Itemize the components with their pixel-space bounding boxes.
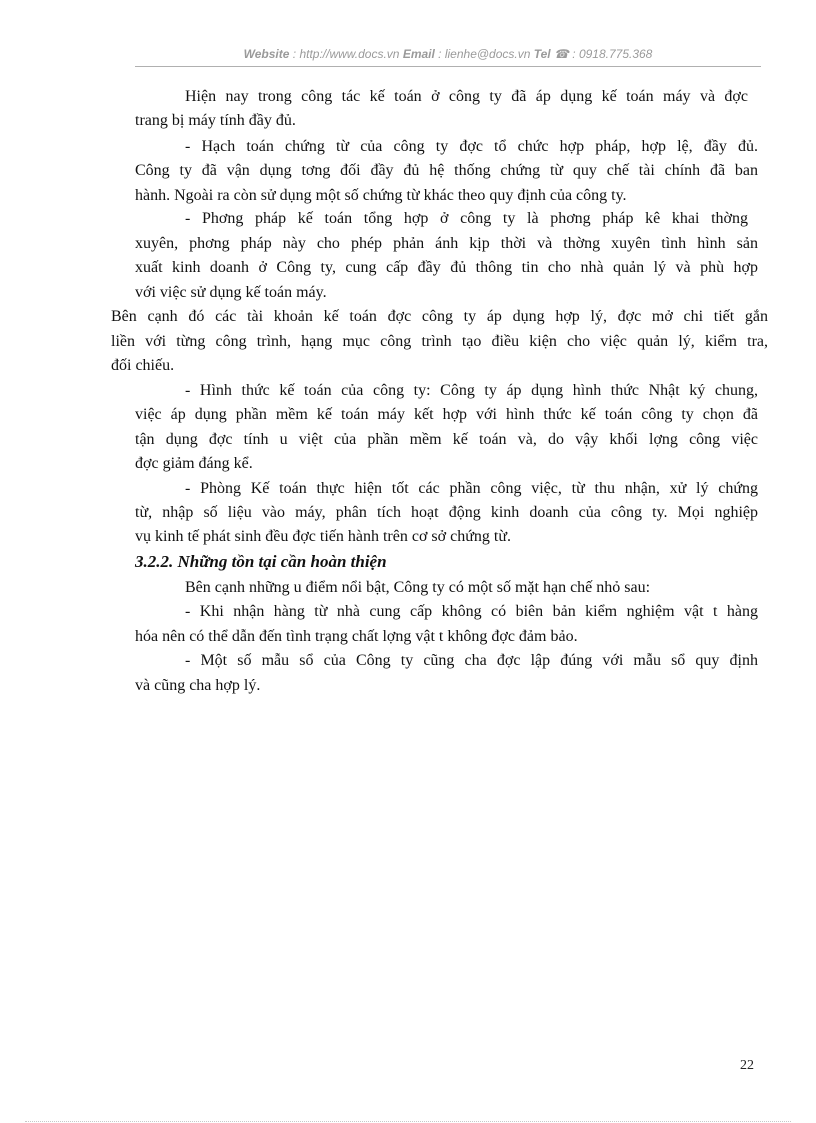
paragraph-line: xuyên, phơng pháp này cho phép phản ánh kịp thời và thờng xuyên tình hình sản (135, 235, 758, 252)
paragraph-line: - Hình thức kế toán của công ty: Công ty áp dụng hình thức Nhật ký chung, (185, 382, 758, 399)
paragraph-line: vụ kinh tế phát sinh đều đợc tiến hành trên cơ sở chứng từ. (135, 528, 511, 545)
tel-value: ☎ : 0918.775.368 (550, 47, 653, 61)
page-number: 22 (740, 1058, 754, 1073)
header-divider (135, 66, 761, 67)
footer-divider (25, 1121, 791, 1122)
paragraph-line: - Khi nhận hàng từ nhà cung cấp không có biên bản kiểm nghiệm vật t hàng (185, 603, 758, 620)
paragraph-line: trang bị máy tính đầy đủ. (135, 112, 296, 129)
paragraph-line: việc áp dụng phần mềm kế toán máy kết hợp với hình thức kế toán công ty chọn đã (135, 406, 758, 423)
paragraph-line: và cũng cha hợp lý. (135, 677, 261, 694)
website-label: Website (243, 47, 290, 61)
section-heading: 3.2.2. Những tồn tại cần hoàn thiện (135, 552, 387, 571)
paragraph-line: Công ty đã vận dụng tơng đối đầy đủ hệ thống chứng từ quy chế tài chính đã ban (135, 162, 758, 179)
page-header (135, 47, 761, 61)
paragraph-line: - Hạch toán chứng từ của công ty đợc tổ chức hợp pháp, hợp lệ, đầy đủ. (185, 138, 758, 155)
paragraph-line: hành. Ngoài ra còn sử dụng một số chứng từ khác theo quy định của công ty. (135, 187, 627, 204)
paragraph-line: với việc sử dụng kế toán máy. (135, 284, 327, 301)
paragraph-line: từ, nhập số liệu vào máy, phân tích hoạt động kinh doanh của công ty. Mọi nghiệp (135, 504, 758, 521)
paragraph-line: - Một số mẫu sổ của Công ty cũng cha đợc lập đúng với mẫu sổ quy định (185, 652, 758, 669)
email-value: : lienhe@docs.vn (434, 47, 534, 61)
paragraph-line: xuất kinh doanh ở Công ty, cung cấp đầy đủ thông tin cho nhà quản lý và phù hợp (135, 259, 758, 276)
email-label: Email (402, 47, 435, 61)
paragraph-line: đợc giảm đáng kể. (135, 455, 253, 472)
website-value: : http://www.docs.vn (289, 47, 403, 61)
paragraph-line: Bên cạnh đó các tài khoản kế toán đợc công ty áp dụng hợp lý, đợc mở chi tiết gắn (111, 308, 768, 325)
paragraph-line: Hiện nay trong công tác kế toán ở công ty đã áp dụng kế toán máy và đợc (185, 88, 748, 105)
paragraph-line: đối chiếu. (111, 357, 175, 374)
paragraph-line: Bên cạnh những u điểm nổi bật, Công ty có một số mặt hạn chế nhỏ sau: (185, 579, 651, 596)
paragraph-line: liền với từng công trình, hạng mục công trình tạo điều kiện cho việc quản lý, kiểm tra, (111, 333, 768, 350)
paragraph-line: - Phòng Kế toán thực hiện tốt các phần công việc, từ thu nhận, xử lý chứng (185, 480, 758, 497)
tel-label: Tel (533, 47, 551, 61)
paragraph-line: - Phơng pháp kế toán tổng hợp ở công ty là phơng pháp kê khai thờng (185, 210, 748, 227)
paragraph-line: tận dụng đợc tính u việt của phần mềm kế toán và, do vậy khối lợng công việc (135, 431, 758, 448)
paragraph-line: hóa nên có thể dẫn đến tình trạng chất lợng vật t không đợc đảm bảo. (135, 628, 578, 645)
